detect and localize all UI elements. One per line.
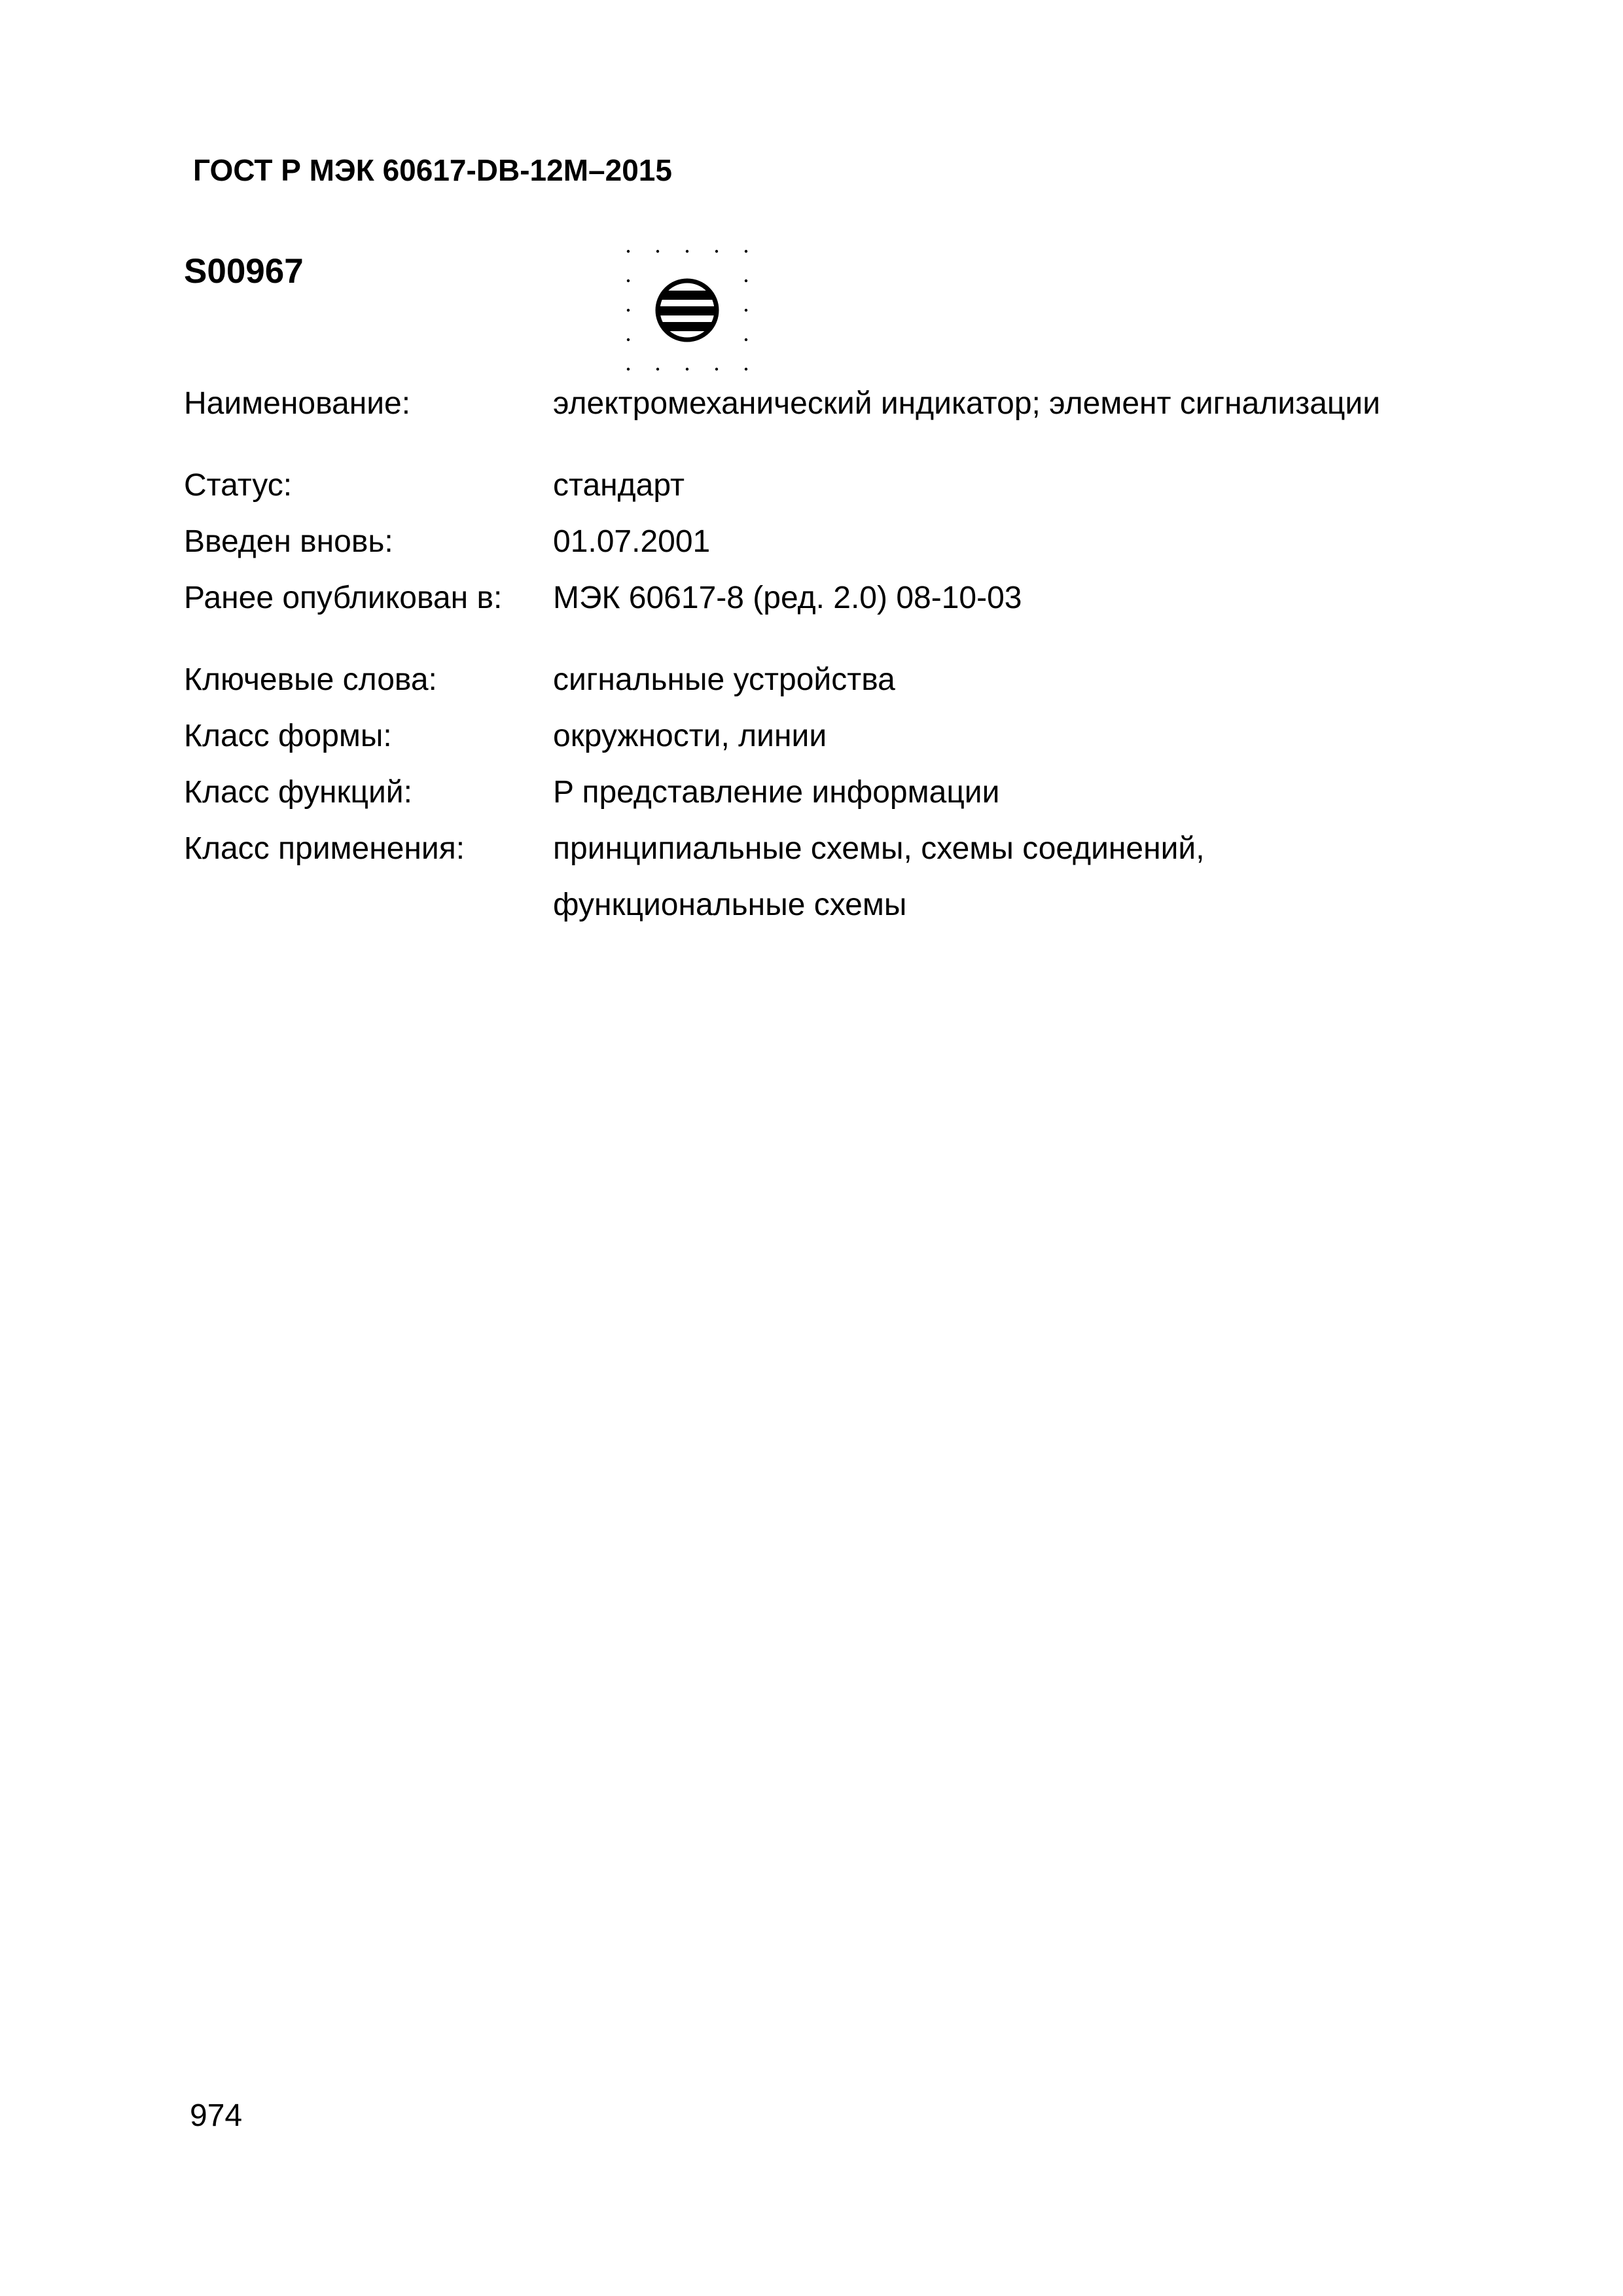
indicator-bar-middle [648,306,726,315]
grid-dot [627,279,630,282]
field-value-status: стандарт [553,468,685,503]
field-value-function-class: P представление информации [553,775,1000,810]
field-value-published: МЭК 60617-8 (ред. 2.0) 08-10-03 [553,581,1022,615]
symbol-id: S00967 [184,252,304,291]
field-value-introduced: 01.07.2001 [553,524,711,559]
field-label-shape-class: Класс формы: [184,719,392,753]
grid-dot [686,250,688,253]
grid-dot [656,368,659,370]
grid-dot [745,368,747,370]
page-number: 974 [190,2098,243,2133]
field-label-introduced: Введен вновь: [184,524,393,559]
field-value-application-class-cont: функциональные схемы [553,888,907,922]
field-value-shape-class: окружности, линии [553,719,827,753]
field-label-function-class: Класс функций: [184,775,412,810]
grid-dot [627,309,630,312]
field-label-keywords: Ключевые слова: [184,662,437,697]
grid-dot [715,250,718,253]
grid-dot [745,279,747,282]
field-label-name: Наименование: [184,386,411,421]
grid-dot [627,250,630,253]
grid-dot [715,368,718,370]
grid-dot [745,338,747,341]
field-label-application-class: Класс применения: [184,831,465,866]
grid-dot [656,250,659,253]
field-label-status: Статус: [184,468,293,503]
electromechanical-indicator-icon [622,243,766,381]
indicator-bar-bottom [648,322,726,331]
field-value-application-class: принципиальные схемы, схемы соединений, [553,831,1205,866]
grid-dot [745,250,747,253]
field-label-published: Ранее опубликован в: [184,581,503,615]
grid-dot [745,309,747,312]
grid-dot [627,338,630,341]
grid-dot [686,368,688,370]
standard-title: ГОСТ Р МЭК 60617-DB-12M–2015 [193,153,672,187]
indicator-bar-top [648,291,726,300]
grid-dot [627,368,630,370]
field-value-name: электромеханический индикатор; элемент сигнализации [553,386,1381,421]
field-value-keywords: сигнальные устройства [553,662,895,697]
